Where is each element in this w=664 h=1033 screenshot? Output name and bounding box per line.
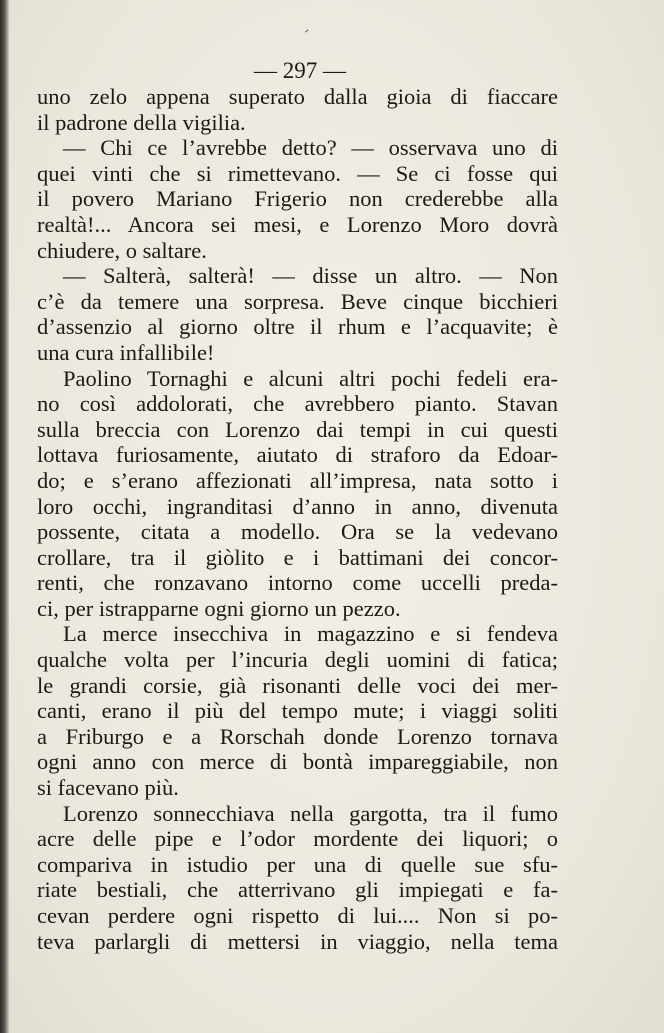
text-line: cevan perdere ogni rispetto di lui.... Non si po- (37, 903, 558, 928)
text-line: — Salterà, salterà! — disse un altro. — Non (63, 263, 558, 289)
text-line: uno zelo appena superato dalla gioia di fiaccare (37, 84, 558, 109)
text-line: realtà!... Ancora sei mesi, e Lorenzo Moro dovrà (37, 211, 558, 237)
body-text (37, 84, 558, 954)
text-line: le grandi corsie, già risonanti delle voci dei mer- (37, 672, 558, 698)
text-line: una cura infallibile! (37, 339, 215, 365)
book-spine-shadow (0, 0, 9, 1033)
text-line: no così addolorati, che avrebbero pianto. Stavan (37, 391, 558, 417)
text-line: crollare, tra il giòlito e i battimani dei concor- (37, 544, 558, 570)
text-line: lottava furiosamente, aiutato di straforo da Edoar- (37, 442, 558, 468)
text-line: La merce insecchiva in magazzino e si fendeva (63, 621, 558, 647)
text-line: chiudere, o saltare. (37, 237, 207, 263)
text-line: quei vinti che si rimettevano. — Se ci fosse qui (37, 160, 558, 186)
page-number: — 297 — (254, 58, 346, 83)
text-line: acre delle pipe e l’odor mordente dei liquori; o (37, 826, 558, 852)
text-line: — Chi ce l’avrebbe detto? — osservava uno di (63, 135, 558, 161)
text-line: il padrone della vigilia. (37, 109, 246, 135)
text-line: loro occhi, ingranditasi d’anno in anno, divenuta (37, 493, 558, 519)
text-line: ogni anno con merce di bontà impareggiabile, non (37, 749, 558, 775)
text-line: d’assenzio al giorno oltre il rhum e l’acquavite; è (37, 314, 558, 340)
text-line: canti, erano il più del tempo mute; i viaggi soliti (37, 698, 558, 724)
text-line: possente, citata a modello. Ora se la vedevano (37, 519, 558, 545)
text-line: do; e s’erano affezionati all’impresa, nata sotto i (37, 467, 558, 493)
text-line: qualche volta per l’incuria degli uomini di fatica; (37, 647, 558, 673)
text-line: a Friburgo e a Rorschah donde Lorenzo tornava (37, 723, 558, 749)
text-line: c’è da temere una sorpresa. Beve cinque bicchieri (37, 288, 558, 314)
text-line: si facevano più. (37, 775, 179, 801)
stray-mark (305, 29, 311, 35)
text-line: Lorenzo sonnecchiava nella gargotta, tra il fumo (63, 800, 558, 826)
text-line: sulla breccia con Lorenzo dai tempi in cui questi (37, 416, 558, 442)
text-line: il povero Mariano Frigerio non crederebbe alla (37, 186, 558, 212)
text-line: Paolino Tornaghi e alcuni altri pochi fedeli era- (63, 365, 558, 391)
text-line: riate bestiali, che atterrivano gli impiegati e fa- (37, 877, 558, 903)
text-line: compariva in istudio per una di quelle sue sfu- (37, 851, 558, 877)
text-line: renti, che ronzavano intorno come uccelli preda- (37, 570, 558, 596)
text-line: ci, per istrapparne ogni giorno un pezzo. (37, 595, 401, 621)
text-line: teva parlargli di mettersi in viaggio, nella tema (37, 928, 558, 954)
